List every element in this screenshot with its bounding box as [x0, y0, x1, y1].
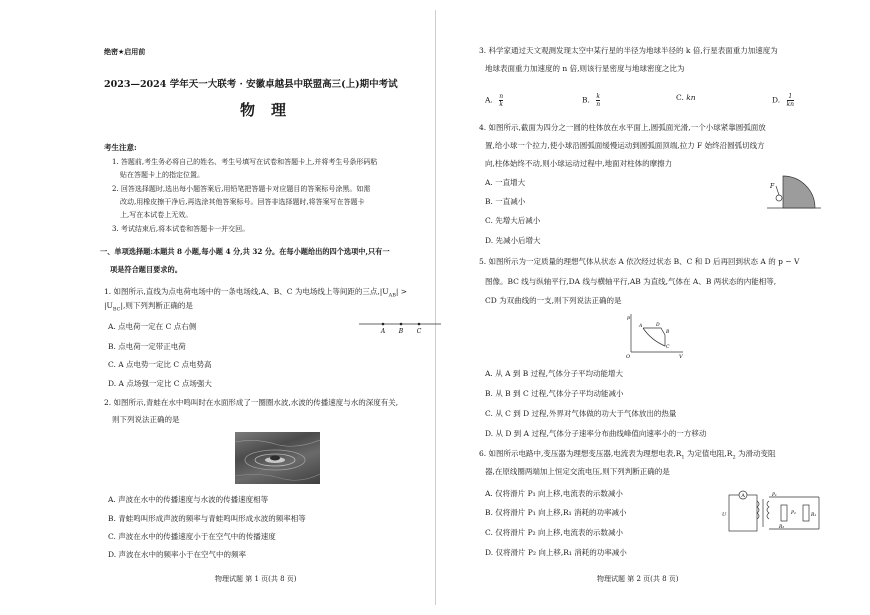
notice-line: 3. 考试结束后,将本试卷和答题卡一并交回。 — [112, 225, 250, 233]
q3-stem: 3. 科学家通过天文观测发现太空中某行星的半径为地球半径的 k 倍,行星表面重力加速度为 — [479, 46, 778, 55]
q1-option-c: C. A 点电势一定比 C 点电势高 — [108, 360, 212, 369]
q4-stem: 4. 如图所示,截面为四分之一圆的柱体放在水平面上,圆弧面光滑,一个小球紧靠圆弧面放 — [479, 123, 766, 132]
q3-option-c: C. kn — [676, 93, 696, 102]
q5-option-b: B. 从 B 到 C 过程,气体分子平均动能减小 — [485, 389, 624, 398]
q4-option-d: D. 先减小后增大 — [485, 236, 541, 245]
notice-line: 1. 答题前,考生务必将自己的姓名、考生号填写在试卷和答题卡上,并将考生号条形码粘 — [112, 158, 378, 166]
p1-label: P₁ — [772, 493, 777, 498]
q5-option-c: C. 从 C 到 D 过程,外界对气体做的功大于气体放出的热量 — [485, 409, 677, 418]
page-2 — [435, 0, 870, 615]
q2-option-c: C. 声波在水中的传播速度小于在空气中的传播速度 — [108, 532, 276, 541]
q4-option-b: B. 一直减小 — [485, 197, 526, 206]
q6-option-b: B. 仅将滑片 P₁ 向上移,R₁ 消耗的功率减小 — [485, 508, 627, 517]
notice-line: 2. 回答选择题时,选出每小题答案后,用铅笔把答题卡对应题目的答案标号涂黑。如需 — [112, 185, 371, 193]
q2-option-a: A. 声波在水中的传播速度与水波的传播速度相等 — [108, 495, 269, 504]
exam-title: 2023—2024 学年天一大联考 · 安徽卓越县中联盟高三(上)期中考试 — [104, 79, 398, 90]
q5-stem-cont: CD 为双曲线的一支,则下列说法正确的是 — [485, 296, 622, 305]
q5-option-d: D. 从 D 到 A 过程,气体分子速率分布曲线峰值向速率小的一方移动 — [485, 429, 707, 438]
force-f-label: F — [770, 183, 775, 190]
origin-label: O — [626, 354, 631, 360]
section-heading-cont: 项是符合题目要求的。 — [110, 265, 182, 274]
q2-stem: 2. 如图所示,青蛙在水中鸣叫时在水面形成了一圈圈水波,水波的传播速度与水的深度有关, — [104, 398, 399, 407]
q1-option-b: B. 点电荷一定带正电荷 — [108, 342, 186, 351]
notice-line: 改动,用橡皮擦干净后,再选涂其他答案标号。回答非选择题时,将答案写在答题卡 — [120, 198, 365, 206]
q4-stem-cont: 向,柱体始终不动,则小球运动过程中,地面对柱体的摩擦力 — [485, 159, 673, 168]
section-heading: 一、单项选择题:本题共 8 小题,每小题 4 分,共 32 分。在每小题给出的四个选项中,只有一 — [100, 247, 390, 256]
q6-stem: 6. 如图所示电路中,变压器为理想变压器,电流表为理想电表$,R_1$ 为定值电阻$,R_2$ 为滑动变阻 — [479, 449, 776, 461]
frog-water-photo — [235, 432, 320, 484]
r1-label: R₁ — [811, 513, 817, 518]
q1-stem-cont: $|U_{BC}|$,则下列判断正确的是 — [104, 301, 193, 313]
q6-option-c: C. 仅将滑片 P₂ 向上移,电流表的示数减小 — [485, 528, 623, 537]
q4-stem-cont: 置,给小球一个拉力,使小球沿圆弧面缓慢运动到圆弧面顶端,拉力 F 始终沿圆弧切线方 — [485, 141, 765, 150]
point-b-label: B — [666, 330, 670, 335]
q2-option-b: B. 青蛙鸣叫形成声波的频率与青蛙鸣叫形成水波的频率相等 — [108, 514, 306, 523]
q2-option-d: D. 声波在水中的频率小于在空气中的频率 — [108, 550, 247, 559]
notice-line: 贴在答题卡上的指定位置。 — [120, 171, 204, 179]
q1-option-d: D. A 点场强一定比 C 点场强大 — [108, 379, 212, 388]
point-b-label: B — [398, 328, 404, 334]
q1-stem: 1. 如图所示,直线为点电荷电场中的一条电场线,A、B、C 为电场线上等间距的三点$,|U_{AB}|$ > — [104, 287, 408, 299]
q6-option-a: A. 仅将滑片 P₁ 向上移,电流表的示数减小 — [485, 489, 623, 498]
q4-option-c: C. 先增大后减小 — [485, 216, 541, 225]
secret-mark: 绝密★启用前 — [104, 48, 146, 56]
axis-v-label: V — [679, 354, 683, 360]
axis-p-label: p — [627, 315, 631, 321]
q5-option-a: A. 从 A 到 B 过程,气体分子平均动能增大 — [485, 369, 624, 378]
point-c-label: C — [666, 345, 670, 350]
point-a-label: A — [639, 324, 643, 329]
q5-stem-cont: 图像。BC 线与纵轴平行,DA 线与横轴平行,AB 为直线,气体在 A、B 两状态的内能相等, — [485, 277, 777, 286]
page-footer: 物理试题 第 1 页(共 8 页) — [215, 575, 297, 583]
q5-stem: 5. 如图所示为一定质量的理想气体从状态 A 依次经过状态 B、C 和 D 后再回到状态 A 的 p − V — [479, 257, 800, 266]
notice-line: 上,写在本试卷上无效。 — [120, 211, 193, 219]
q3-option-a: A. $\frac{n}{k}$ — [485, 93, 504, 108]
point-a-label: A — [380, 328, 386, 334]
source-label: U — [722, 512, 727, 518]
notice-title: 考生注意: — [104, 143, 137, 152]
q4-quarter-cylinder-figure — [763, 166, 823, 214]
point-d-label: D — [656, 323, 660, 328]
ammeter-label: A — [741, 493, 745, 499]
q1-option-a: A. 点电荷一定在 C 点右侧 — [108, 322, 197, 331]
q3-stem-cont: 地球表面重力加速度的 n 倍,则该行星密度与地球密度之比为 — [485, 64, 685, 73]
q3-option-b: B. $\frac{k}{n}$ — [582, 93, 601, 108]
q6-circuit-diagram — [719, 487, 829, 537]
q2-stem-cont: 则下列说法正确的是 — [112, 415, 180, 424]
point-c-label: C — [416, 328, 422, 334]
subject-title: 物理 — [240, 101, 303, 119]
q3-option-d: D. $\frac{1}{kn}$ — [772, 93, 795, 108]
q5-pv-diagram — [621, 310, 687, 360]
q6-stem-cont: 器,在原线圈两端加上恒定交流电压,则下列判断正确的是 — [485, 467, 670, 476]
q1-field-line-figure — [355, 318, 445, 334]
p2-label: P₂ — [791, 511, 796, 516]
q6-option-d: D. 仅将滑片 P₂ 向上移,R₁ 消耗的功率减小 — [485, 548, 627, 557]
page-footer: 物理试题 第 2 页(共 8 页) — [597, 575, 679, 583]
q4-option-a: A. 一直增大 — [485, 178, 526, 187]
r2-label: R₂ — [779, 525, 785, 530]
